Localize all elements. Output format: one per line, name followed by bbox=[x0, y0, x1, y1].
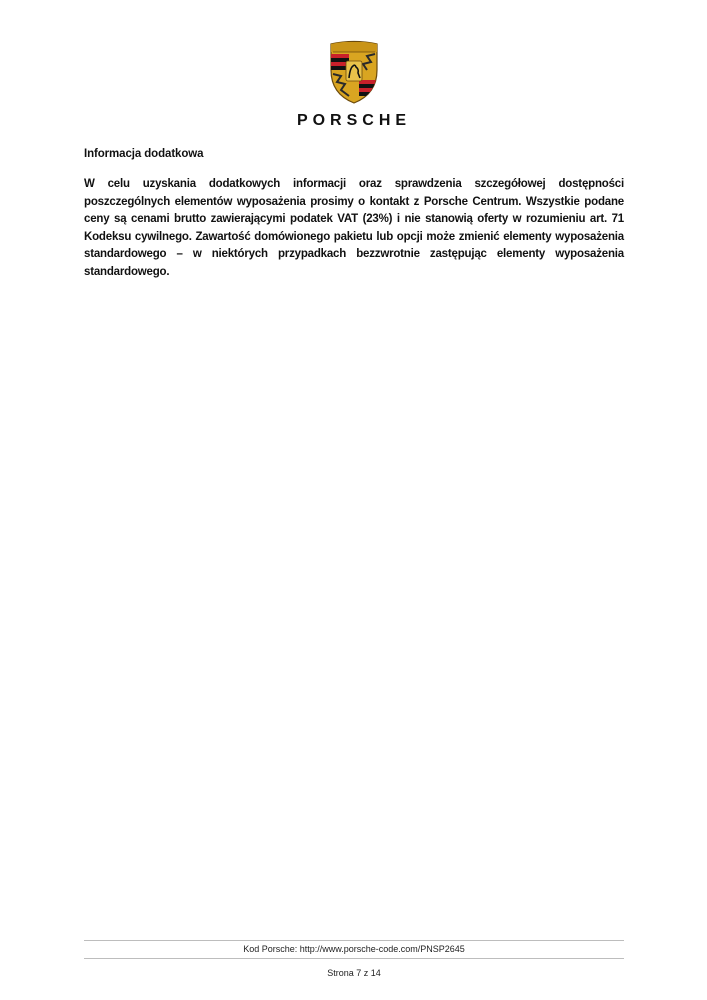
svg-text:PORSCHE: PORSCHE bbox=[296, 112, 411, 128]
footer-divider-top bbox=[84, 940, 624, 941]
section-paragraph: W celu uzyskania dodatkowych informacji oraz sprawdzenia szczegółowej dostępności poszczególnych elementów wyposażenia prosimy o kontakt z Porsche Centrum. Wszystkie podane ceny są cenami brutto zawierającymi podatek VAT (23%) i nie stanowią oferty w rozumieniu art. 71 Kodeksu cywilnego. Zawartość domówionego pakietu lub opcji może zmienić elementy wyposażenia standardowego – w niektórych przypadkach bezzwrotnie zastępując elementy wyposażenia standardowego. bbox=[84, 178, 624, 278]
porsche-crest-icon bbox=[329, 40, 379, 104]
section-title: Informacja dodatkowa bbox=[84, 148, 204, 160]
footer-divider-bottom bbox=[84, 958, 624, 959]
porsche-code-line: Kod Porsche: http://www.porsche-code.com/PNSP2645 bbox=[243, 944, 465, 954]
document-header bbox=[0, 40, 707, 128]
porsche-wordmark bbox=[276, 110, 432, 128]
document-body bbox=[84, 148, 624, 282]
page-number: Strona 7 z 14 bbox=[327, 968, 381, 978]
document-footer bbox=[84, 940, 624, 978]
